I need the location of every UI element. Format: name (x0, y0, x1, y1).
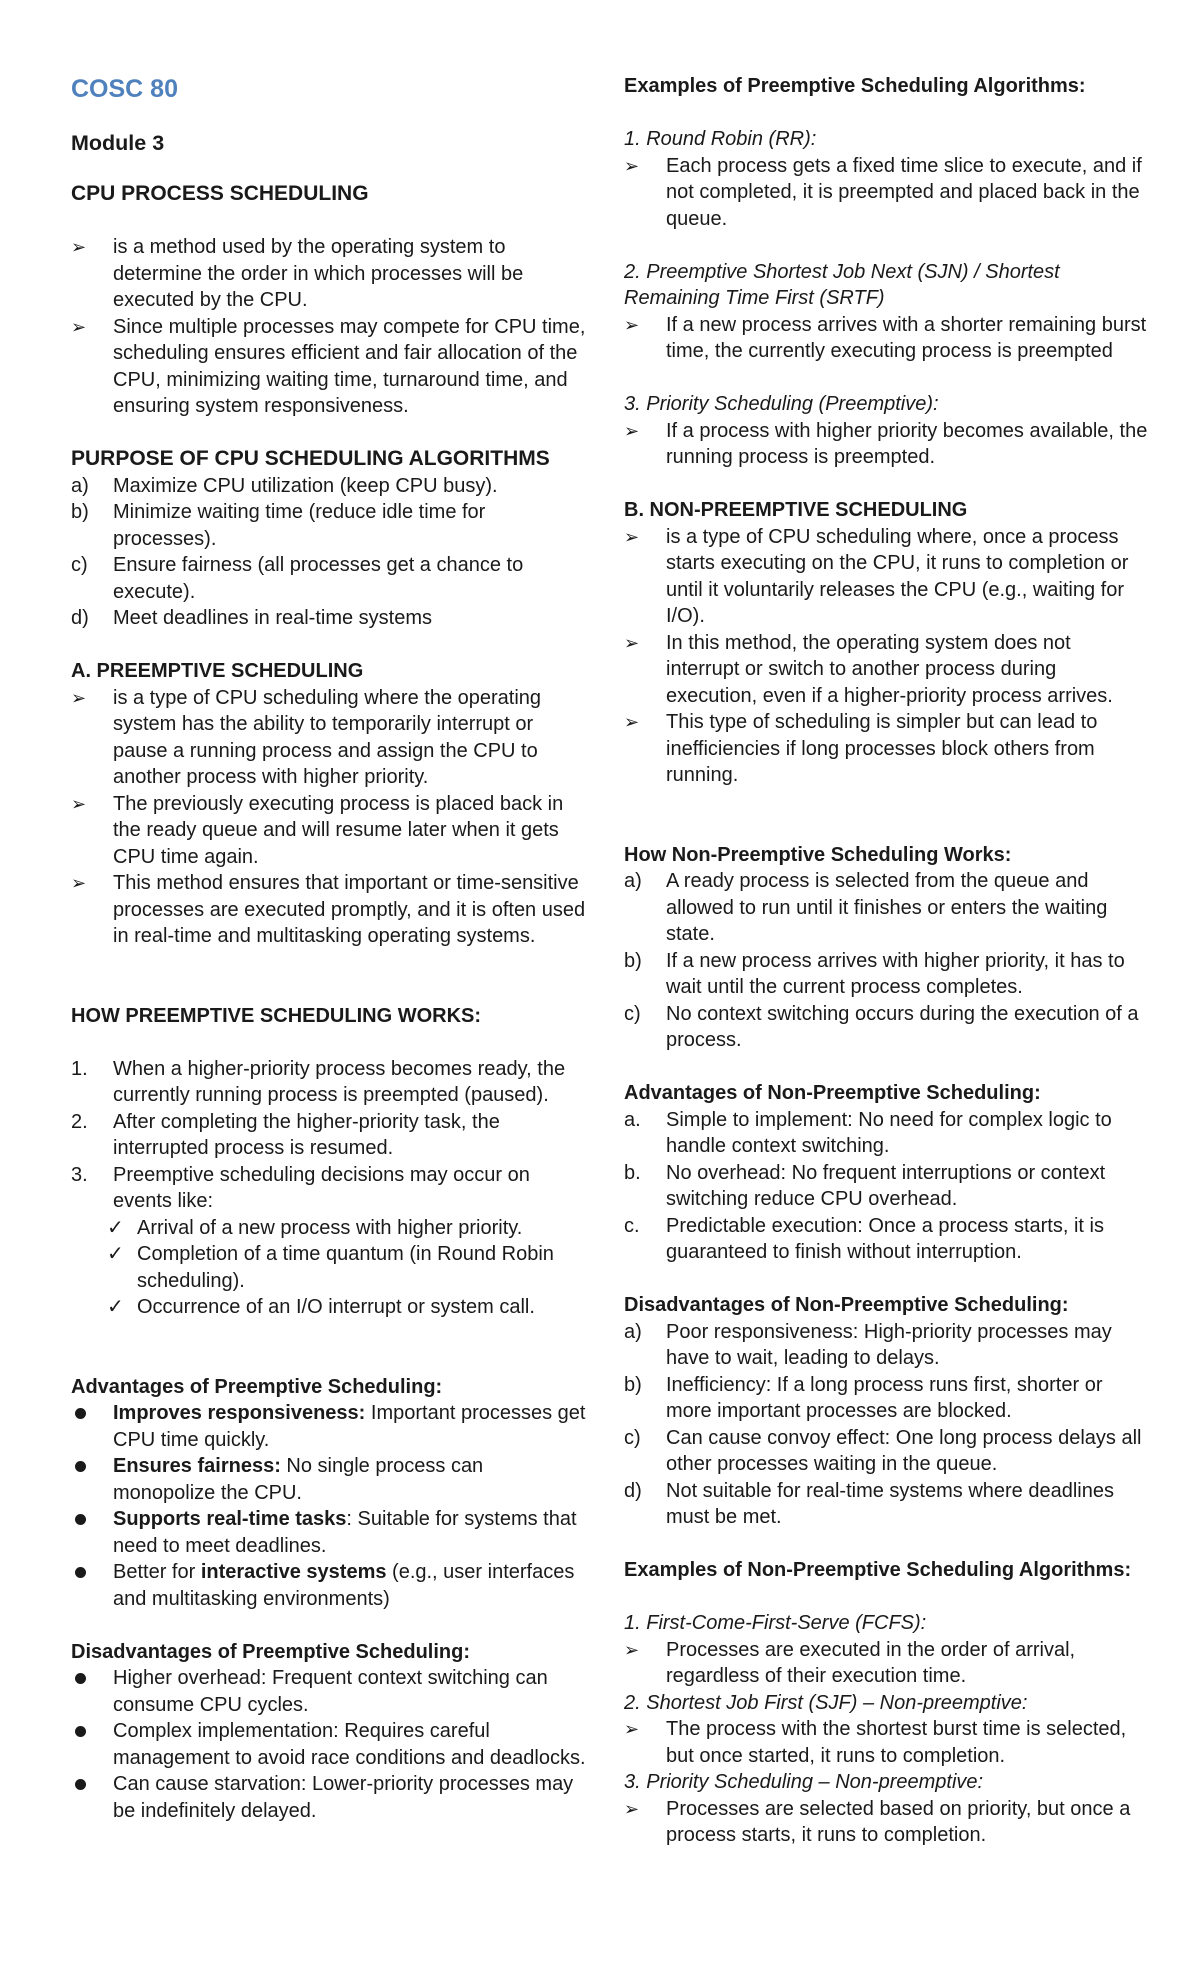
example-title: 2. Preemptive Shortest Job Next (SJN) / Shortest Remaining Time First (SRTF) (624, 260, 1060, 309)
arrow-bullet-icon: ➢ (624, 632, 640, 653)
arrow-bullet-icon: ➢ (624, 420, 640, 441)
example-title: 2. Shortest Job First (SJF) – Non-preemptive: (624, 1691, 1028, 1714)
arrow-bullet-icon: ➢ (71, 793, 87, 814)
list-item: ➢ If a process with higher priority becomes available, the running process is preempted. (624, 418, 1149, 471)
example-title: 3. Priority Scheduling – Non-preemptive: (624, 1771, 984, 1793)
list-item: ➢ is a type of CPU scheduling where the operating system has the ability to temporarily interrupt or pause a running process and assign the CPU to another process with higher priority. (71, 685, 591, 791)
arrow-bullet-icon: ➢ (624, 314, 640, 335)
bullet-dot-icon (75, 1461, 86, 1472)
arrow-bullet-icon: ➢ (624, 1798, 640, 1819)
course-code: COSC 80 (71, 75, 178, 103)
list-item: b) If a new process arrives with higher priority, it has to wait until the current process completes. (624, 949, 1125, 998)
list-item: Higher overhead: Frequent context switching can consume CPU cycles. (71, 1665, 591, 1718)
arrow-bullet-icon: ➢ (624, 526, 640, 547)
list-item: ➢ is a type of CPU scheduling where, once a process starts executing on the CPU, it runs to completion or until it voluntarily releases the CPU (e.g., waiting for I/O). (624, 524, 1149, 630)
arrow-bullet-icon: ➢ (624, 155, 640, 176)
list-item: 2. After completing the higher-priority task, the interrupted process is resumed. (71, 1110, 500, 1159)
section-heading: Disadvantages of Preemptive Scheduling: (71, 1640, 470, 1663)
list-item: Improves responsiveness: Important processes get CPU time quickly. (71, 1400, 591, 1453)
list-item: c. Predictable execution: Once a process starts, it is guaranteed to finish without interruption. (624, 1214, 1104, 1263)
list-item: ➢ is a method used by the operating system to determine the order in which processes will be executed by the CPU. (71, 234, 591, 314)
list-item: d) Meet deadlines in real-time systems (71, 607, 433, 629)
list-item: ➢ Processes are executed in the order of arrival, regardless of their execution time. (624, 1637, 1149, 1690)
page-title: CPU PROCESS SCHEDULING (71, 182, 369, 205)
list-item: Complex implementation: Requires careful management to avoid race conditions and deadlocks. (71, 1718, 591, 1771)
list-item: ➢ The previously executing process is placed back in the ready queue and will resume later when it gets CPU time again. (71, 791, 591, 871)
list-item: b. No overhead: No frequent interruptions or context switching reduce CPU overhead. (624, 1161, 1106, 1210)
list-item: ➢ Each process gets a fixed time slice to execute, and if not completed, it is preempted and placed back in the queue. (624, 153, 1149, 233)
list-item: a) A ready process is selected from the queue and allowed to run until it finishes or enters the waiting state. (624, 870, 1108, 945)
list-item: Better for interactive systems (e.g., user interfaces and multitasking environments) (71, 1559, 591, 1612)
list-item: b) Minimize waiting time (reduce idle time for processes). (71, 501, 486, 550)
list-item: Can cause starvation: Lower-priority processes may be indefinitely delayed. (71, 1771, 591, 1824)
section-heading: Examples of Preemptive Scheduling Algorithms: (624, 75, 1086, 97)
list-item: b) Inefficiency: If a long process runs first, shorter or more important processes are blocked. (624, 1373, 1103, 1422)
list-item: c) No context switching occurs during the execution of a process. (624, 1002, 1139, 1051)
list-item: c) Can cause convoy effect: One long process delays all other processes waiting in the queue. (624, 1426, 1142, 1475)
list-item: 3. Preemptive scheduling decisions may occur on events like: (71, 1163, 530, 1212)
section-heading: Advantages of Non-Preemptive Scheduling: (624, 1082, 1041, 1104)
list-item: 1. When a higher-priority process becomes ready, the currently running process is preempted (paused). (71, 1057, 566, 1106)
section-heading: Disadvantages of Non-Preemptive Scheduling: (624, 1294, 1069, 1316)
check-item: ✓ Completion of a time quantum (in Round Robin scheduling). (107, 1241, 591, 1294)
check-item: ✓ Arrival of a new process with higher priority. (107, 1215, 591, 1242)
bullet-dot-icon (75, 1726, 86, 1737)
bullet-dot-icon (75, 1514, 86, 1525)
section-heading: A. PREEMPTIVE SCHEDULING (71, 660, 364, 682)
list-item: ➢ This type of scheduling is simpler but can lead to inefficiencies if long processes block others from running. (624, 709, 1149, 789)
arrow-bullet-icon: ➢ (624, 1719, 640, 1739)
arrow-bullet-icon: ➢ (624, 712, 640, 732)
section-heading: How Non-Preemptive Scheduling Works: (624, 843, 1012, 866)
example-title: 1. Round Robin (RR): (624, 128, 817, 150)
bullet-dot-icon (75, 1567, 86, 1578)
list-item: c) Ensure fairness (all processes get a chance to execute). (71, 554, 524, 603)
arrow-bullet-icon: ➢ (71, 237, 87, 257)
list-item: d) Not suitable for real-time systems where deadlines must be met. (624, 1479, 1114, 1528)
list-item: Ensures fairness: No single process can monopolize the CPU. (71, 1453, 591, 1506)
example-title: 3. Priority Scheduling (Preemptive): (624, 393, 939, 415)
list-item: ➢ This method ensures that important or time-sensitive processes are executed promptly, and it is often used in real-time and multitasking operating systems. (71, 870, 591, 950)
section-heading: PURPOSE OF CPU SCHEDULING ALGORITHMS (71, 447, 550, 470)
list-item: ➢ Processes are selected based on priority, but once a process starts, it runs to completion. (624, 1796, 1149, 1849)
list-item: a) Poor responsiveness: High-priority processes may have to wait, leading to delays. (624, 1320, 1112, 1369)
section-heading: HOW PREEMPTIVE SCHEDULING WORKS: (71, 1004, 482, 1027)
check-icon: ✓ (107, 1216, 124, 1239)
right-column (624, 73, 1149, 1849)
left-column (71, 73, 591, 1824)
list-item: Supports real-time tasks: Suitable for systems that need to meet deadlines. (71, 1506, 591, 1559)
list-item: ➢ In this method, the operating system does not interrupt or switch to another process during execution, even if a higher-priority process arrives. (624, 630, 1149, 710)
section-heading: Examples of Non-Preemptive Scheduling Algorithms: (624, 1559, 1132, 1581)
arrow-bullet-icon: ➢ (71, 873, 87, 893)
check-icon: ✓ (107, 1243, 124, 1265)
section-heading: Advantages of Preemptive Scheduling: (71, 1375, 443, 1398)
arrow-bullet-icon: ➢ (71, 687, 87, 708)
bullet-dot-icon (75, 1779, 86, 1790)
bullet-dot-icon (75, 1408, 86, 1419)
section-heading: B. NON-PREEMPTIVE SCHEDULING (624, 499, 968, 521)
list-item: ➢ The process with the shortest burst time is selected, but once started, it runs to completion. (624, 1716, 1149, 1769)
bullet-dot-icon (75, 1673, 86, 1684)
check-icon: ✓ (107, 1296, 124, 1318)
list-item: ➢ If a new process arrives with a shorter remaining burst time, the currently executing process is preempted (624, 312, 1149, 365)
list-item: a) Maximize CPU utilization (keep CPU busy). (71, 474, 498, 497)
arrow-bullet-icon: ➢ (71, 316, 87, 337)
example-title: 1. First-Come-First-Serve (FCFS): (624, 1612, 927, 1634)
module-title: Module 3 (71, 131, 165, 155)
list-item: a. Simple to implement: No need for complex logic to handle context switching. (624, 1108, 1112, 1157)
list-item: ➢ Since multiple processes may compete for CPU time, scheduling ensures efficient and fair allocation of the CPU, minimizing waiting time, turnaround time, and ensuring system responsiveness. (71, 314, 591, 420)
arrow-bullet-icon: ➢ (624, 1639, 640, 1660)
check-item: ✓ Occurrence of an I/O interrupt or system call. (107, 1294, 591, 1321)
